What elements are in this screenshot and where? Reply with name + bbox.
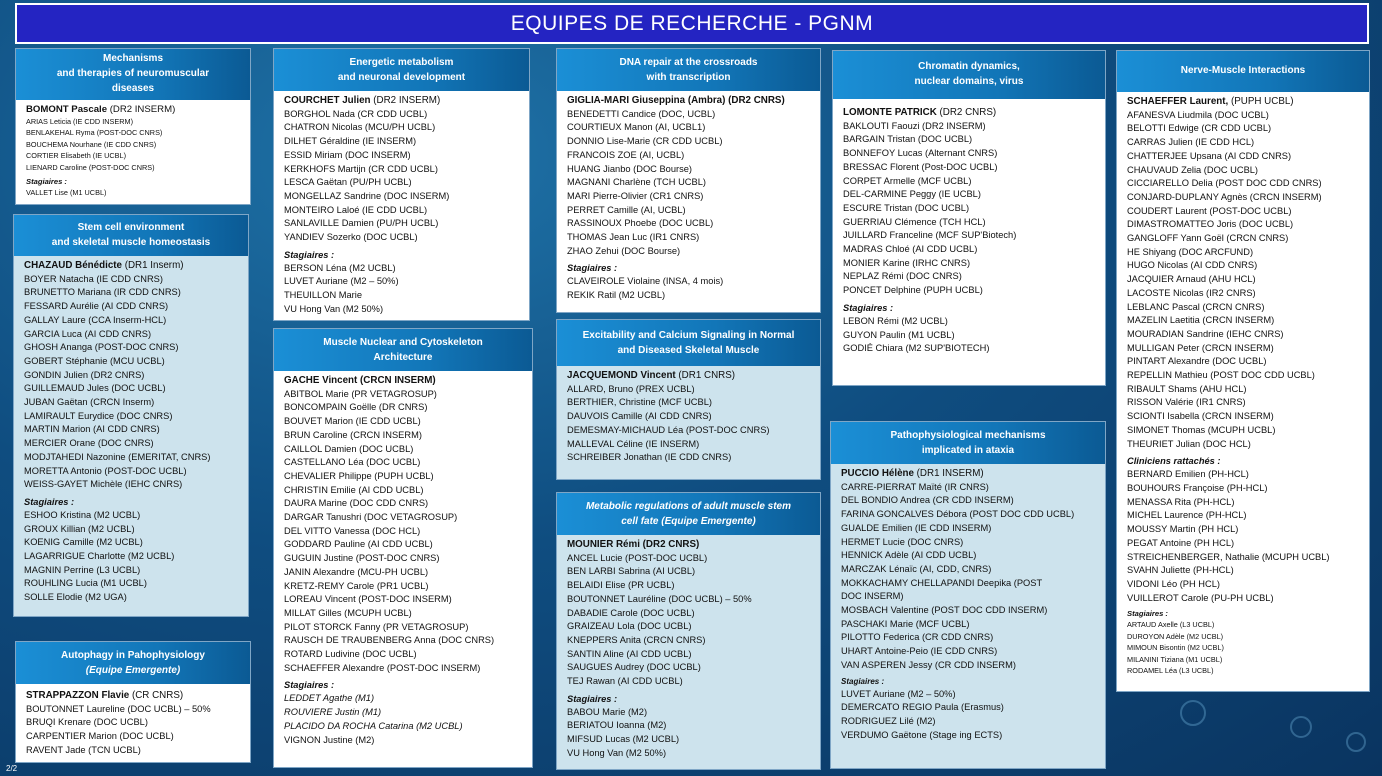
trainee: REKIK Ratil (M2 UCBL)	[567, 290, 666, 301]
leader-name: GIGLIA-MARI Giuseppina (Ambra) (DR2 CNRS)	[567, 95, 785, 106]
trainee: ESHOO Kristina (M2 UCBL)	[24, 509, 141, 520]
section-title: Stagiaires :	[284, 249, 335, 260]
team-box-stem-cell	[13, 214, 249, 617]
member: GUILLEMAUD Jules (DOC UCBL)	[24, 383, 166, 394]
member: ESSID Miriam (DOC INSERM)	[284, 149, 411, 160]
member: SIMONET Thomas (MCUPH UCBL)	[1127, 424, 1276, 435]
member: MONIER Karine (IRHC CNRS)	[843, 257, 971, 268]
team-header	[831, 422, 1105, 464]
member: SAUGUES Audrey (DOC UCBL)	[567, 662, 701, 673]
team-leader	[26, 103, 244, 116]
trainee: LAGARRIGUE Charlotte (M2 UCBL)	[24, 551, 175, 562]
trainee: VU Hong Van (M2 50%)	[284, 303, 384, 314]
leader-name: STRAPPAZZON Flavie	[26, 690, 130, 701]
team-leader	[284, 374, 526, 388]
trainee: MIMOUN Bisontin (M2 UCBL)	[1127, 643, 1224, 653]
member: MARI Pierre-Olivier (CR1 CNRS)	[567, 190, 704, 201]
header-line: (Equipe Emergente)	[85, 665, 181, 676]
trainee: LEBON Rémi (M2 UCBL)	[843, 315, 948, 326]
team-box-dna-repair	[556, 48, 821, 313]
team-leader	[284, 94, 523, 108]
trainee: MILANINI Tiziana (M1 UCBL)	[1127, 654, 1223, 664]
member: BELOTTI Edwige (CR CDD UCBL)	[1127, 123, 1272, 134]
member: THEURIET Julian (DOC HCL)	[1127, 438, 1251, 449]
team-leader	[843, 106, 1099, 120]
team-box-mechanisms	[15, 48, 251, 205]
team-header	[557, 493, 820, 535]
member: HE Shiyang (DOC ARCFUND)	[1127, 246, 1254, 257]
team-header	[274, 329, 532, 371]
team-header	[274, 49, 529, 91]
member: GUGUIN Justine (POST-DOC CNRS)	[284, 553, 440, 564]
header-line: with transcription	[646, 72, 731, 83]
member: BERTHIER, Christine (MCF UCBL)	[567, 397, 712, 408]
member: SANLAVILLE Damien (PU/PH UCBL)	[284, 218, 439, 229]
team-leader	[24, 259, 242, 273]
member: MOURADIAN Sandrine (IEHC CNRS)	[1127, 328, 1284, 339]
member: CORTIER Elisabeth (IE UCBL)	[26, 151, 127, 161]
leader-name: BOMONT Pascale	[26, 104, 108, 115]
member: MONTEIRO Laloé (IE CDD UCBL)	[284, 204, 428, 215]
member: MONGELLAZ Sandrine (DOC INSERM)	[284, 190, 450, 201]
member: DARGAR Tanushri (DOC VETAGROSUP)	[284, 512, 458, 523]
member: ALLARD, Bruno (PREX UCBL)	[567, 383, 695, 394]
header-line: Excitability and Calcium Signaling in Normal	[582, 330, 795, 341]
leader-status: (DR2 INSERM)	[370, 95, 441, 106]
header-line: Metabolic regulations of adult muscle stem	[585, 501, 792, 512]
trainee: MIFSUD Lucas (M2 UCBL)	[567, 734, 680, 745]
team-box-metabolic-regulations	[556, 492, 821, 770]
member: DOC INSERM)	[841, 591, 904, 602]
trainee: VU Hong Van (M2 50%)	[567, 747, 667, 758]
member: BORGHOL Nada (CR CDD UCBL)	[284, 108, 428, 119]
trainee: RODAMEL Léa (L3 UCBL)	[1127, 665, 1214, 675]
leader-status: (CR CNRS)	[129, 690, 184, 701]
member: CAILLOL Damien (DOC UCBL)	[284, 443, 414, 454]
team-box-nerve-muscle	[1116, 50, 1370, 692]
member: BELAIDI Elise (PR UCBL)	[567, 580, 675, 591]
member: SCHREIBER Jonathan (IE CDD CNRS)	[567, 452, 732, 463]
member: REPELLIN Mathieu (POST DOC CDD UCBL)	[1127, 370, 1315, 381]
member: KERKHOFS Martijn (CR CDD UCBL)	[284, 163, 438, 174]
leader-status: (DR2 INSERM)	[107, 104, 176, 115]
member: COURTIEUX Manon (AI, UCBL1)	[567, 122, 706, 133]
member: PONCET Delphine (PUPH UCBL)	[843, 285, 983, 296]
leader-name: JACQUEMOND Vincent	[567, 370, 676, 381]
trainee: BABOU Marie (M2)	[567, 706, 648, 717]
member: HUGO Nicolas (AI CDD CNRS)	[1127, 260, 1258, 271]
decorative-circle	[1346, 732, 1366, 752]
section-title: Stagiaires :	[841, 676, 885, 686]
member: MAGNANI Charlène (TCH UCBL)	[567, 177, 706, 188]
team-header	[833, 51, 1105, 99]
leader-status: (DR2 CNRS)	[936, 107, 997, 118]
clinician: BERNARD Emilien (PH-HCL)	[1127, 469, 1249, 480]
member: MERCIER Orane (DOC CNRS)	[24, 438, 154, 449]
member: JUILLARD Franceline (MCF SUP'Biotech)	[843, 230, 1017, 241]
header-line: diseases	[111, 83, 155, 94]
section-title: Stagiaires :	[284, 680, 335, 691]
team-leader	[567, 94, 814, 108]
member: ROTARD Ludivine (DOC UCBL)	[284, 649, 417, 660]
member: MORETTA Antonio (POST-DOC UCBL)	[24, 465, 187, 476]
section-title: Stagiaires :	[567, 263, 618, 274]
member: BRUNETTO Mariana (IR CDD CNRS)	[24, 287, 181, 298]
header-line: Muscle Nuclear and Cytoskeleton	[323, 337, 483, 348]
member: BONNEFOY Lucas (Alternant CNRS)	[843, 148, 998, 159]
member: GOBERT Stéphanie (MCU UCBL)	[24, 355, 165, 366]
trainee: CLAVEIROLE Violaine (INSA, 4 mois)	[567, 276, 724, 287]
header-line: Stem cell environment	[77, 222, 185, 233]
member: PILOTTO Federica (CR CDD CNRS)	[841, 632, 994, 643]
leader-status: (PUPH UCBL)	[1228, 96, 1294, 107]
member: DIMASTROMATTEO Joris (DOC UCBL)	[1127, 219, 1294, 230]
member: RIBAULT Shams (AHU HCL)	[1127, 383, 1247, 394]
leader-name: SCHAEFFER Laurent,	[1127, 96, 1229, 107]
header-line: and therapies of neuromuscular	[56, 68, 210, 79]
trainee: BERIATOU Ioanna (M2)	[567, 720, 667, 731]
member: JACQUIER Arnaud (AHU HCL)	[1127, 274, 1256, 285]
member: BRUQI Krenare (DOC UCBL)	[26, 717, 148, 728]
header-line: Autophagy in Pahophysiology	[61, 650, 205, 661]
member: MULLIGAN Peter (CRCN INSERM)	[1127, 342, 1274, 353]
member: GUERRIAU Clémence (TCH HCL)	[843, 216, 986, 227]
member: DEMESMAY-MICHAUD Léa (POST-DOC CNRS)	[567, 424, 770, 435]
member: MARCZAK Lénaïc (AI, CDD, CNRS)	[841, 563, 992, 574]
section-title: Stagiaires :	[24, 496, 75, 507]
trainee: THEUILLON Marie	[284, 290, 363, 301]
member: RAVENT Jade (TCN UCBL)	[26, 744, 141, 755]
member: BAKLOUTI Faouzi (DR2 INSERM)	[843, 120, 986, 131]
page-title: EQUIPES DE RECHERCHE - PGNM	[15, 3, 1369, 44]
member: BOUVET Marion (IE CDD UCBL)	[284, 416, 421, 427]
header-line: and skeletal muscle homeostasis	[51, 237, 211, 248]
member: CONJARD-DUPLANY Agnès (CRCN INSERM)	[1127, 191, 1322, 202]
trainee: BERSON Léna (M2 UCBL)	[284, 262, 396, 273]
member: GANGLOFF Yann Goël (CRCN CNRS)	[1127, 233, 1289, 244]
leader-name: COURCHET Julien	[284, 95, 371, 106]
member: MARTIN Marion (AI CDD CNRS)	[24, 424, 160, 435]
member: BARGAIN Tristan (DOC UCBL)	[843, 134, 973, 145]
member: NEPLAZ Rémi (DOC CNRS)	[843, 271, 962, 282]
member: JUBAN Gaëtan (CRCN Inserm)	[24, 397, 155, 408]
member: CASTELLANO Léa (DOC UCBL)	[284, 457, 421, 468]
trainee: LUVET Auriane (M2 – 50%)	[841, 688, 956, 699]
trainee: LUVET Auriane (M2 – 50%)	[284, 276, 399, 287]
clinician: STREICHENBERGER, Nathalie (MCUPH UCBL)	[1127, 551, 1330, 562]
leader-name: GACHE Vincent (CRCN INSERM)	[284, 375, 436, 386]
member: SCHAEFFER Alexandre (POST-DOC INSERM)	[284, 662, 481, 673]
member: GODDARD Pauline (AI CDD UCBL)	[284, 539, 433, 550]
team-box-excitability	[556, 319, 821, 480]
member: PASCHAKI Marie (MCF UCBL)	[841, 618, 970, 629]
member: DABADIE Carole (DOC UCBL)	[567, 607, 695, 618]
member: PERRET Camille (AI, UCBL)	[567, 204, 686, 215]
header-line: Pathophysiological mechanisms	[890, 430, 1046, 441]
member: YANDIEV Sozerko (DOC UCBL)	[284, 232, 418, 243]
member: DEL-CARMINE Peggy (IE UCBL)	[843, 189, 981, 200]
member: MALLEVAL Céline (IE INSERM)	[567, 438, 700, 449]
member: LESCA Gaëtan (PU/PH UCBL)	[284, 177, 412, 188]
member: BONCOMPAIN Goëlle (DR CNRS)	[284, 402, 428, 413]
leader-status: (DR1 CNRS)	[675, 370, 736, 381]
team-box-muscle-nuclear	[273, 328, 533, 768]
member: RISSON Valérie (IR1 CNRS)	[1127, 397, 1246, 408]
team-header	[557, 320, 820, 366]
header-line: nuclear domains, virus	[914, 76, 1024, 87]
member: FRANCOIS ZOE (AI, UCBL)	[567, 149, 685, 160]
clinician: SVAHN Juliette (PH-HCL)	[1127, 565, 1234, 576]
member: GALLAY Laure (CCA Inserm-HCL)	[24, 314, 167, 325]
member: BOUCHEMA Nourhane (IE CDD CNRS)	[26, 139, 157, 149]
leader-name: CHAZAUD Bénédicte	[24, 260, 122, 271]
decorative-circle	[1180, 700, 1206, 726]
member: CARRE-PIERRAT Maïté (IR CNRS)	[841, 481, 989, 492]
section-title: Stagiaires :	[1127, 609, 1168, 619]
section-title: Stagiaires :	[26, 177, 67, 187]
member: MILLAT Gilles (MCUPH UCBL)	[284, 607, 412, 618]
member: HENNICK Adèle (AI CDD UCBL)	[841, 550, 977, 561]
member: FARINA GONCALVES Débora (POST DOC CDD UCBL)	[841, 509, 1075, 520]
member: LOREAU Vincent (POST-DOC INSERM)	[284, 594, 452, 605]
member: COUDERT Laurent (POST-DOC UCBL)	[1127, 205, 1292, 216]
member: MADRAS Chloé (AI CDD UCBL)	[843, 244, 978, 255]
header-line: DNA repair at the crossroads	[619, 57, 758, 68]
member: CARRAS Julien (IE CDD HCL)	[1127, 137, 1255, 148]
member: BEN LARBI Sabrina (AI UCBL)	[567, 566, 696, 577]
member: ZHAO Zehui (DOC Bourse)	[567, 245, 681, 256]
member: DILHET Géraldine (IE INSERM)	[284, 136, 417, 147]
team-leader	[1127, 95, 1363, 109]
trainee: KOENIG Camille (M2 UCBL)	[24, 537, 143, 548]
member: BRUN Caroline (CRCN INSERM)	[284, 429, 422, 440]
member: CORPET Armelle (MCF UCBL)	[843, 175, 972, 186]
trainee: RODRIGUEZ Lilé (M2)	[841, 715, 936, 726]
member: ABITBOL Marie (PR VETAGROSUP)	[284, 388, 437, 399]
trainee: GROUX Killian (M2 UCBL)	[24, 523, 135, 534]
header-line: Chromatin dynamics,	[918, 61, 1020, 72]
team-leader	[841, 467, 1099, 481]
section-title: Stagiaires :	[843, 302, 894, 313]
member: MODJTAHEDI Nazonine (EMERITAT, CNRS)	[24, 451, 211, 462]
member: BOYER Natacha (IE CDD CNRS)	[24, 273, 163, 284]
member: CHRISTIN Emilie (AI CDD UCBL)	[284, 484, 424, 495]
member: WEISS-GAYET Michèle (IEHC CNRS)	[24, 479, 183, 490]
member: MOSBACH Valentine (POST DOC CDD INSERM)	[841, 605, 1048, 616]
section-title: Stagiaires :	[567, 693, 618, 704]
trainee: DUROYON Adèle (M2 UCBL)	[1127, 631, 1224, 641]
clinician: MENASSA Rita (PH-HCL)	[1127, 496, 1235, 507]
member: BENEDETTI Candice (DOC, UCBL)	[567, 108, 716, 119]
header-line: and neuronal development	[337, 72, 466, 83]
team-box-energetic-metabolism	[273, 48, 530, 321]
member: LAMIRAULT Eurydice (DOC CNRS)	[24, 410, 173, 421]
member: DEL VITTO Vanessa (DOC HCL)	[284, 525, 421, 536]
member: JANIN Alexandre (MCU-PH UCBL)	[284, 566, 429, 577]
member: CARPENTIER Marion (DOC UCBL)	[26, 731, 174, 742]
member: MAZELIN Laetitia (CRCN INSERM)	[1127, 315, 1275, 326]
member: BRESSAC Florent (Post-DOC UCBL)	[843, 161, 998, 172]
header-line: Mechanisms	[102, 53, 164, 64]
member: KRETZ-REMY Carole (PR1 UCBL)	[284, 580, 429, 591]
trainee: VIGNON Justine (M2)	[284, 734, 375, 745]
member: DONNIO Lise-Marie (CR CDD UCBL)	[567, 136, 723, 147]
header-line: Energetic metabolism	[349, 57, 454, 68]
member: LIENARD Caroline (POST-DOC CNRS)	[26, 162, 155, 172]
team-leader	[567, 369, 814, 383]
member: FESSARD Aurélie (AI CDD CNRS)	[24, 301, 169, 312]
member: GARCIA Luca (AI CDD CNRS)	[24, 328, 152, 339]
trainee: GODIÉ Chiara (M2 SUP'BIOTECH)	[843, 343, 990, 354]
header-line: and Diseased Skeletal Muscle	[617, 345, 760, 356]
member: GHOSH Ananga (POST-DOC CNRS)	[24, 342, 179, 353]
member: LACOSTE Nicolas (IR2 CNRS)	[1127, 287, 1256, 298]
member: MOKKACHAMY CHELLAPANDI Deepika (POST	[841, 577, 1043, 588]
member: BENLAKEHAL Ryma (POST-DOC CNRS)	[26, 128, 163, 138]
team-header	[16, 642, 250, 684]
member: BOUTONNET Lauréline (DOC UCBL) – 50%	[567, 593, 752, 604]
member: RASSINOUX Phoebe (DOC UCBL)	[567, 218, 714, 229]
header-line: cell fate (Equipe Emergente)	[621, 516, 756, 527]
team-header	[557, 49, 820, 91]
member: GRAIZEAU Lola (DOC UCBL)	[567, 621, 692, 632]
header-line: implicated in ataxia	[921, 445, 1015, 456]
member: THOMAS Jean Luc (IR1 CNRS)	[567, 232, 700, 243]
member: PILOT STORCK Fanny (PR VETAGROSUP)	[284, 621, 469, 632]
member: CHEVALIER Philippe (PUPH UCBL)	[284, 470, 434, 481]
member: HERMET Lucie (DOC CNRS)	[841, 536, 964, 547]
team-box-pathophysiological-mechanisms	[830, 421, 1106, 769]
member: ANCEL Lucie (POST-DOC UCBL)	[567, 552, 708, 563]
trainee: ARTAUD Axelle (L3 UCBL)	[1127, 620, 1215, 630]
member: DEL BONDIO Andrea (CR CDD INSERM)	[841, 495, 1014, 506]
member: RAUSCH DE TRAUBENBERG Anna (DOC CNRS)	[284, 635, 495, 646]
clinician: VUILLEROT Carole (PU-PH UCBL)	[1127, 592, 1274, 603]
trainee: DEMERCATO REGIO Paula (Erasmus)	[841, 702, 1004, 713]
decorative-circle	[1290, 716, 1312, 738]
leader-name: LOMONTE PATRICK	[843, 107, 937, 118]
member: HUANG Jianbo (DOC Bourse)	[567, 163, 693, 174]
clinician: VIDONI Léo (PH HCL)	[1127, 578, 1220, 589]
member: AFANESVA Liudmila (DOC UCBL)	[1127, 109, 1269, 120]
leader-status: (DR1 INSERM)	[913, 468, 984, 479]
member: BOUTONNET Laureline (DOC UCBL) – 50%	[26, 703, 211, 714]
trainee: GUYON Paulin (M1 UCBL)	[843, 329, 955, 340]
team-box-chromatin-dynamics	[832, 50, 1106, 386]
member: CICCIARELLO Delia (POST DOC CDD CNRS)	[1127, 178, 1322, 189]
member: SCIONTI Isabella (CRCN INSERM)	[1127, 411, 1274, 422]
section-title: Cliniciens rattachés :	[1127, 456, 1221, 467]
leader-status: (DR1 Inserm)	[121, 260, 184, 271]
member: ESCURE Tristan (DOC UCBL)	[843, 202, 970, 213]
member: VAN ASPEREN Jessy (CR CDD INSERM)	[841, 659, 1016, 670]
team-box-autophagy	[15, 641, 251, 763]
member: ARIAS Leticia (IE CDD INSERM)	[26, 117, 134, 126]
clinician: PEGAT Antoine (PH HCL)	[1127, 537, 1235, 548]
trainee: VERDUMO Gaëtone (Stage ing ECTS)	[841, 729, 1003, 740]
leader-name: MOUNIER Rémi (DR2 CNRS)	[567, 539, 700, 550]
header-line: Nerve-Muscle Interactions	[1180, 65, 1306, 76]
team-header	[14, 215, 248, 256]
member: KNEPPERS Anita (CRCN CNRS)	[567, 634, 706, 645]
member: LEBLANC Pascal (CRCN CNRS)	[1127, 301, 1265, 312]
clinician: BOUHOURS Françoise (PH-HCL)	[1127, 482, 1268, 493]
member: SANTIN Aline (AI CDD UCBL)	[567, 648, 692, 659]
member: TEJ Rawan (AI CDD UCBL)	[567, 676, 683, 687]
member: PINTART Alexandre (DOC UCBL)	[1127, 356, 1267, 367]
team-leader	[26, 689, 244, 703]
member: GONDIN Julien (DR2 CNRS)	[24, 369, 145, 380]
team-header	[1117, 51, 1369, 92]
leader-name: PUCCIO Hélène	[841, 468, 914, 479]
member: UHART Antoine-Peio (IE CDD CNRS)	[841, 646, 998, 657]
member: GUALDE Emilien (IE CDD INSERM)	[841, 522, 992, 533]
trainee: VALLET Lise (M1 UCBL)	[26, 188, 107, 198]
member: CHATTERJEE Upsana (AI CDD CNRS)	[1127, 150, 1292, 161]
trainee: LEDDET Agathe (M1)	[284, 693, 375, 704]
member: CHATRON Nicolas (MCU/PH UCBL)	[284, 122, 436, 133]
team-leader	[567, 538, 814, 552]
member: DAUVOIS Camille (AI CDD CNRS)	[567, 411, 712, 422]
team-header	[16, 49, 250, 100]
member: DAURA Marine (DOC CDD CNRS)	[284, 498, 429, 509]
trainee: ROUHLING Lucia (M1 UCBL)	[24, 578, 147, 589]
member: CHAUVAUD Zelia (DOC UCBL)	[1127, 164, 1259, 175]
trainee: PLACIDO DA ROCHA Catarina (M2 UCBL)	[284, 720, 463, 731]
trainee: ROUVIERE Justin (M1)	[284, 707, 382, 718]
clinician: MICHEL Laurence (PH-HCL)	[1127, 510, 1247, 521]
trainee: MAGNIN Perrine (L3 UCBL)	[24, 564, 141, 575]
page-number: 2/2	[6, 764, 18, 773]
trainee: SOLLE Elodie (M2 UGA)	[24, 592, 127, 603]
header-line: Architecture	[373, 352, 433, 363]
clinician: MOUSSY Martin (PH HCL)	[1127, 524, 1239, 535]
